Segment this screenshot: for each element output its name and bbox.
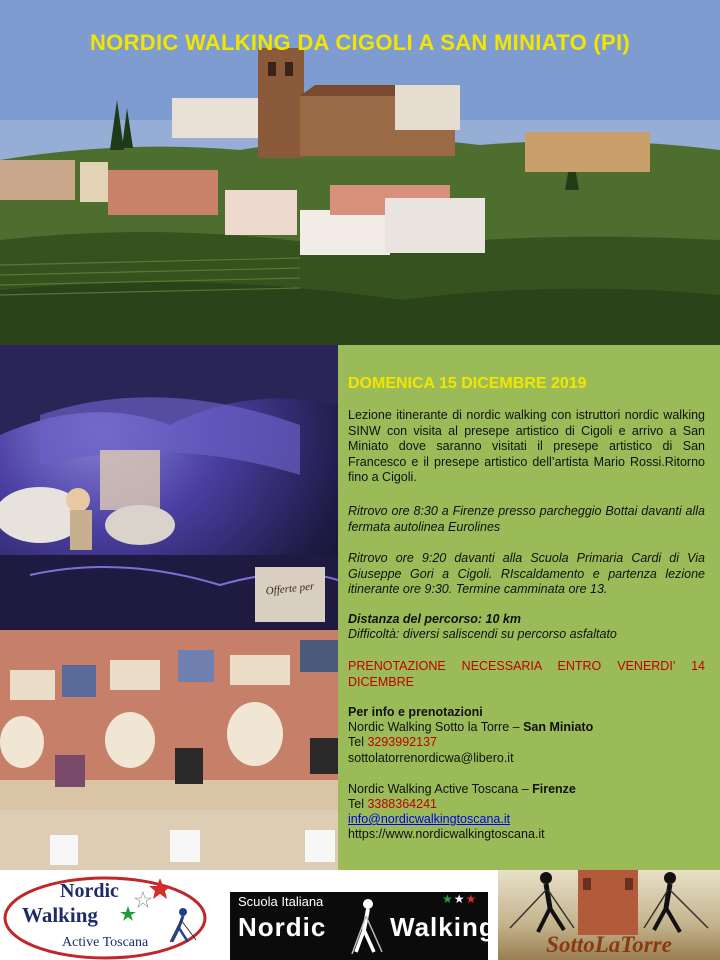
logo2-top: Scuola Italiana	[238, 894, 324, 909]
tel-label-2: Tel	[348, 797, 368, 811]
org1-name: Nordic Walking Sotto la Torre –	[348, 720, 524, 734]
logo-active-toscana	[0, 870, 210, 960]
meeting-point-2: Ritrovo ore 9:20 davanti alla Scuola Primaria Cardi di Via Giuseppe Gori a Cigoli. RIscaldamento e partenza lezione itinerante ore 9:30. Termine camminata ore 13.	[348, 551, 705, 596]
logo3-text: SottoLaTorre	[546, 932, 672, 957]
org2-email-line	[348, 812, 705, 828]
hero-photo	[0, 0, 720, 345]
tel-label: Tel	[348, 735, 368, 749]
facade-photo	[0, 630, 338, 870]
event-date: DOMENICA 15 DICEMBRE 2019	[348, 375, 587, 392]
booking-notice: PRENOTAZIONE NECESSARIA ENTRO VENERDI’ 14 DICEMBRE	[348, 659, 705, 689]
logo2-left: Nordic	[238, 912, 327, 942]
info-panel	[338, 345, 720, 870]
logo-strip	[0, 870, 720, 960]
org2-website[interactable]: https://www.nordicwalkingtoscana.it	[348, 827, 545, 841]
logo2-stars: ★★★	[442, 892, 478, 906]
route-difficulty: Difficoltà: diversi saliscendi su percorso asfaltato	[348, 627, 617, 641]
org2-line	[348, 782, 705, 798]
meeting-point-1: Ritrovo ore 8:30 a Firenze presso parcheggio Bottai davanti alla fermata autolinea Eurolines	[348, 504, 705, 534]
logo1-line1: Nordic	[60, 880, 119, 902]
org2-city: Firenze	[532, 782, 576, 796]
nativity-photo	[0, 345, 338, 630]
logo-sotto-la-torre	[498, 870, 720, 960]
logo2-right: Walking	[390, 912, 496, 942]
page-title: NORDIC WALKING DA CIGOLI A SAN MINIATO (PI)	[89, 30, 631, 55]
offering-sign: Offerte per	[265, 580, 315, 598]
org1-line	[348, 720, 705, 736]
content-row	[0, 345, 720, 870]
org1-email[interactable]: sottolatorrenordicwa@libero.it	[348, 751, 514, 765]
org1-phone[interactable]: 3293992137	[367, 735, 437, 749]
logo-scuola-italiana	[230, 892, 496, 960]
route-distance: Distanza del percorso: 10 km	[348, 612, 521, 626]
contacts-heading: Per info e prenotazioni	[348, 705, 483, 719]
org2-email-link[interactable]: info@nordicwalkingtoscana.it	[348, 812, 511, 826]
logo1-line2: Walking	[22, 903, 98, 927]
org2-phone-line	[348, 797, 705, 813]
org1-city: San Miniato	[523, 720, 594, 734]
walker-icon	[346, 896, 386, 956]
org2-name: Nordic Walking Active Toscana –	[348, 782, 533, 796]
org1-phone-line	[348, 735, 705, 751]
event-description: Lezione itinerante di nordic walking con istruttori nordic walking SINW con visita al presepe artistico di Cigoli e arrivo a San Miniato dove saranno visitati il presepe artistico di San Francesco e il presepe artistico dell’artista Mario Rossi.Ritorno fino a Cigoli.	[348, 408, 705, 484]
logo1-line3: Active Toscana	[62, 935, 149, 950]
org2-phone[interactable]: 3388364241	[367, 797, 437, 811]
